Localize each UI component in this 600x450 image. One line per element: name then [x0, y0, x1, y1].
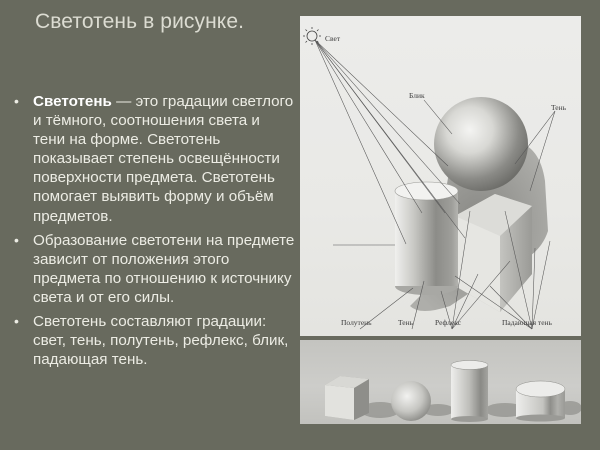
term-bold: Светотень	[33, 93, 112, 110]
slide-title: Светотень в рисунке.	[35, 10, 245, 33]
label-reflex: Рефлекс	[435, 318, 462, 327]
cylinder-solid	[451, 361, 488, 423]
bullet-item-formation	[14, 231, 296, 307]
bullet-text: Образование светотени на предмете зависит от положения этого предмета по отношению к источнику света и от его силы.	[33, 231, 295, 306]
cube-solid	[325, 376, 369, 420]
label-halftone: Полутень	[341, 318, 372, 327]
label-light: Свет	[325, 34, 341, 43]
bullet-icon: •	[14, 93, 19, 109]
bullet-icon: •	[14, 231, 19, 248]
sphere-shape	[434, 97, 528, 191]
bullet-icon: •	[14, 313, 19, 330]
cylinder-shape	[395, 182, 458, 295]
bullet-item-gradations	[14, 312, 296, 369]
geometric-solids-drawing	[300, 340, 581, 424]
bullet-list	[14, 92, 296, 374]
short-cylinder-solid	[516, 381, 565, 422]
solids-drawing	[300, 340, 581, 424]
diagram-drawing	[300, 16, 581, 336]
label-highlight: Блик	[409, 91, 425, 100]
label-shadow-bottom: Тень	[398, 318, 414, 327]
bullet-text: Светотень составляют градации: свет, тень, полутень, рефлекс, блик, падающая тень.	[33, 313, 289, 369]
label-cast-shadow: Падающая тень	[502, 318, 552, 327]
sun-icon	[303, 27, 321, 45]
label-shadow-top: Тень	[551, 103, 567, 112]
sphere-solid	[391, 381, 431, 421]
chiaroscuro-diagram	[300, 16, 581, 336]
bullet-item-definition	[14, 92, 296, 226]
bullet-text: — это градации светлого и тёмного, соотношения света и тени на форме. Светотень показывает степень освещённости поверхности предмета. Светотень помогает выявить форму и объём предметов.	[33, 93, 294, 225]
